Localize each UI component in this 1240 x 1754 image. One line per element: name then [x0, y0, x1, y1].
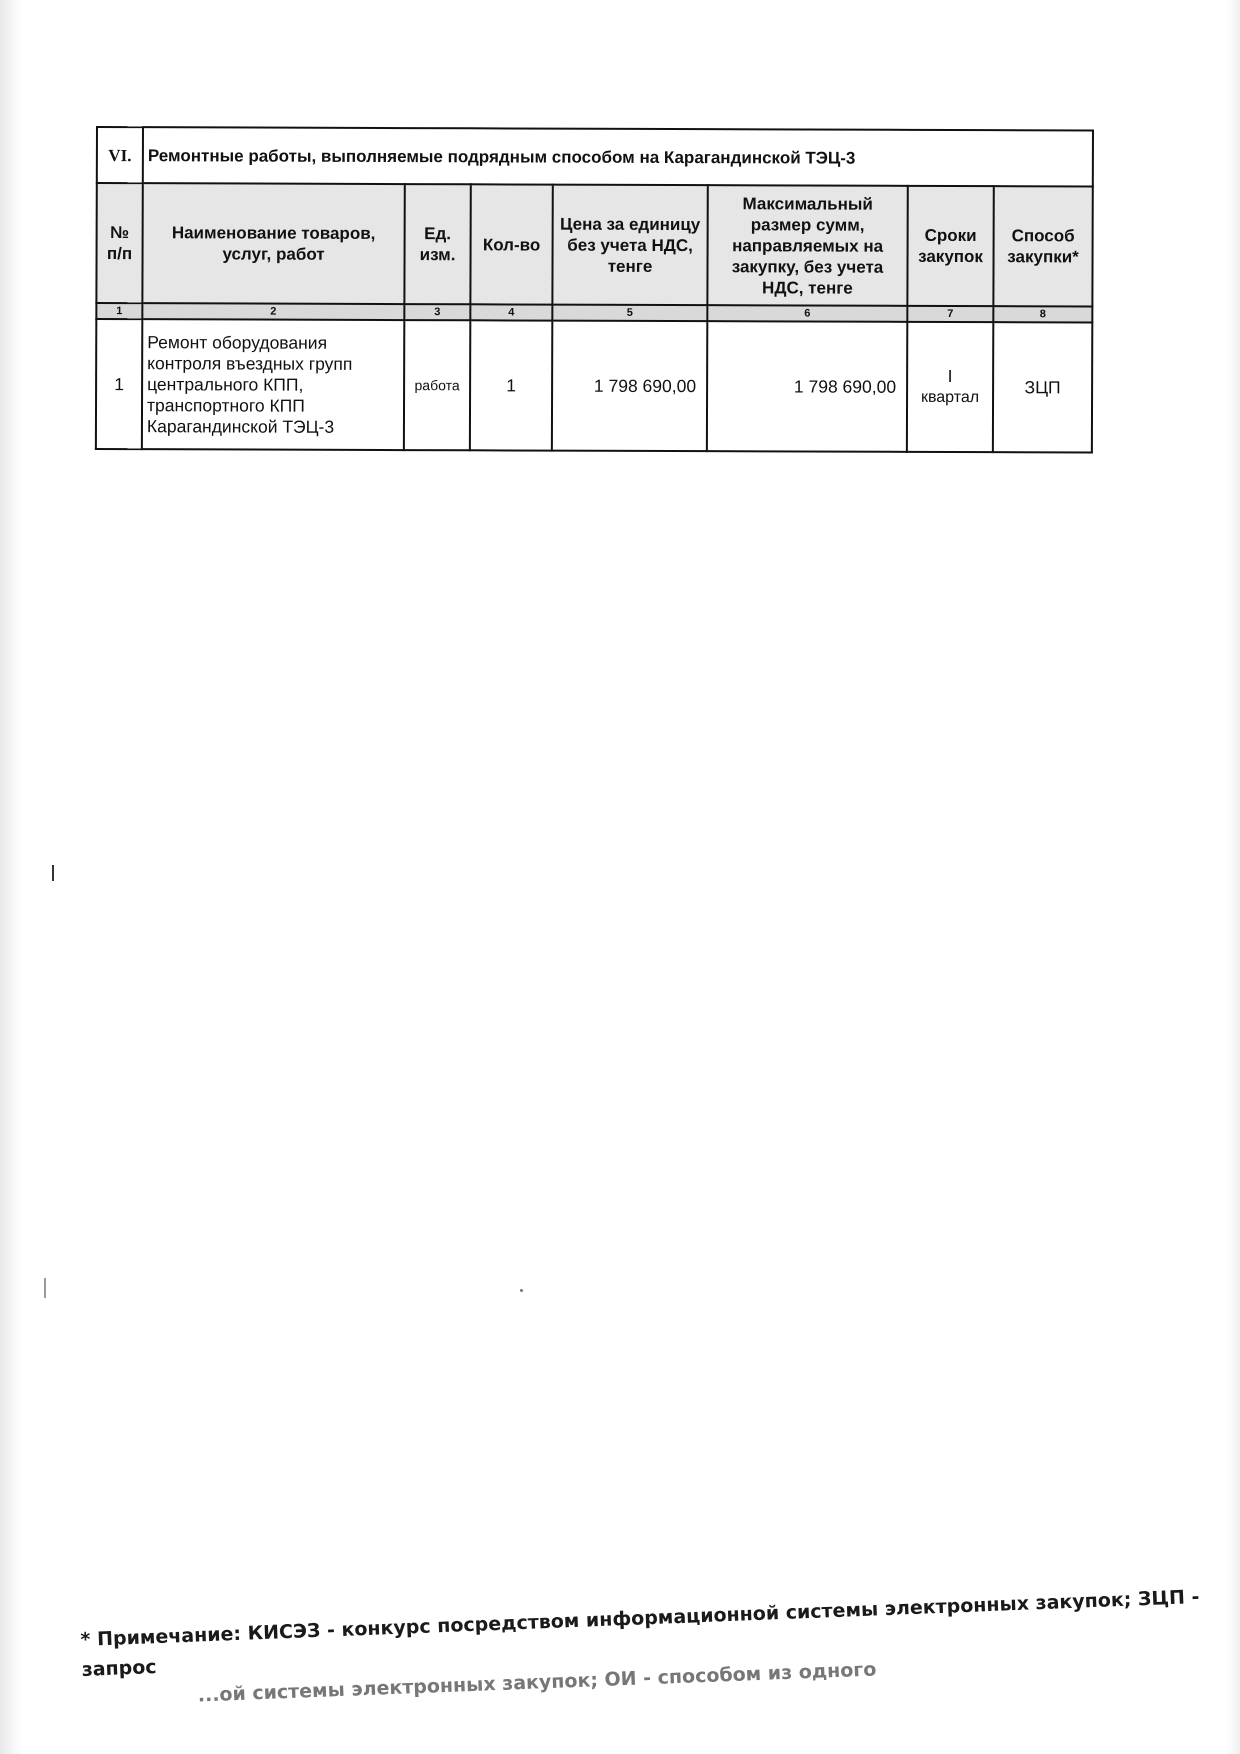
section-title: Ремонтные работы, выполняемые подрядным способом на Карагандинской ТЭЦ-3	[143, 127, 1093, 186]
row-period	[907, 322, 993, 452]
table-row	[96, 319, 1092, 452]
scan-mark	[52, 865, 54, 881]
header-cell-max-sum: Максимальный размер сумм, направляемых на закупку, без учета НДС, тенге	[707, 185, 907, 306]
column-number: 5	[552, 305, 707, 322]
scan-right-edge	[1226, 0, 1240, 1754]
scan-mark	[44, 1278, 46, 1298]
footnote-line-2-text: ...ой системы электронных закупок; ОИ - способом из одного	[197, 1658, 877, 1707]
footnote	[80, 1582, 1203, 1715]
row-unit: работа	[404, 320, 470, 450]
row-unit-price: 1 798 690,00	[552, 321, 707, 452]
section-number: VI.	[97, 127, 143, 183]
header-cell-number: № п/п	[96, 183, 142, 303]
scan-dot	[520, 1289, 523, 1292]
row-max-sum: 1 798 690,00	[707, 321, 907, 452]
header-cell-method: Способ закупки*	[993, 186, 1092, 306]
column-number: 2	[142, 303, 404, 320]
header-cell-unit: Ед. изм.	[404, 184, 470, 304]
row-number: 1	[96, 319, 142, 449]
header-cell-unit-price: Цена за единицу без учета НДС, тенге	[552, 185, 707, 306]
row-period-quarter-number: I	[947, 365, 953, 386]
row-method: ЗЦП	[993, 322, 1092, 452]
header-cell-quantity: Кол-во	[470, 184, 552, 304]
row-quantity: 1	[470, 320, 552, 450]
column-number: 3	[404, 304, 470, 320]
header-cell-period: Сроки закупок	[907, 186, 993, 306]
column-number: 4	[470, 304, 552, 320]
procurement-table	[95, 126, 1094, 453]
header-cell-name: Наименование товаров, услуг, работ	[142, 183, 404, 304]
column-number: 7	[907, 306, 993, 322]
column-number: 8	[993, 306, 1092, 322]
column-header-row	[96, 183, 1092, 306]
column-number: 6	[707, 305, 907, 322]
column-number: 1	[96, 303, 142, 319]
footnote-line-1: * Примечание: КИСЭЗ - конкурс посредством информационной системы электронных закупок; ЗЦП - запрос	[80, 1586, 1200, 1681]
section-header-row	[97, 127, 1093, 186]
scan-left-shadow	[0, 0, 22, 1754]
row-period-quarter-label: квартал	[920, 388, 980, 407]
row-item-name: Ремонт оборудования контроля въездных групп центрального КПП, транспортного КПП Карагандинской ТЭЦ-3	[142, 319, 404, 450]
